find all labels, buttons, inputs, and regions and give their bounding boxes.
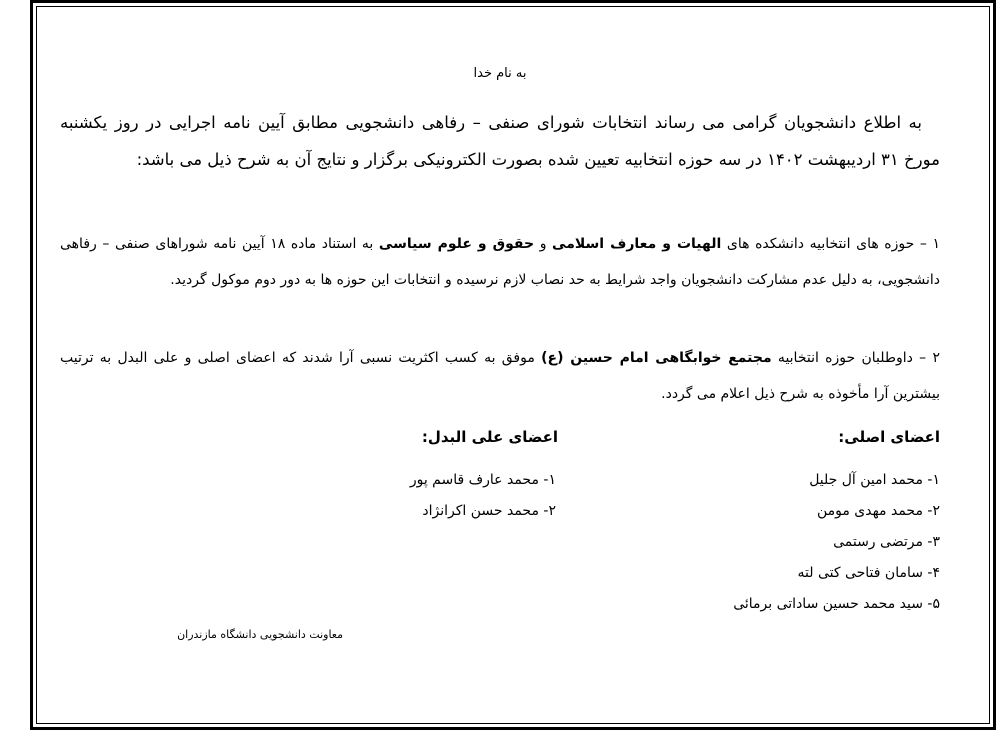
- main-member-4: ۴- سامان فتاحی کتی لته: [797, 565, 940, 581]
- alternate-member-2: ۲- محمد حسن اکرانژاد: [422, 503, 556, 519]
- bismillah-heading: به نام خدا: [473, 66, 527, 81]
- alternate-member-1: ۱- محمد عارف قاسم پور: [409, 472, 556, 488]
- item-2-suffix: موفق به کسب اکثریت نسبی آرا شدند که اعضای اصلی و علی البدل به ترتیب بیشترین آرا مأخوذه به شرح ذیل اعلام می گردد.: [60, 350, 940, 402]
- item-1-faculty-law: حقوق و علوم سیاسی: [378, 236, 535, 252]
- item-1-paragraph: [60, 226, 940, 298]
- item-2-paragraph: [60, 340, 940, 412]
- item-2-dormitory-name: مجتمع خوابگاهی امام حسین (ع): [541, 350, 772, 366]
- main-member-2: ۲- محمد مهدی مومن: [816, 503, 940, 519]
- main-members-heading: اعضای اصلی:: [838, 428, 940, 446]
- item-2-prefix: ۲ – داوطلبان حوزه انتخابیه: [771, 350, 940, 366]
- item-1-suffix: به استناد ماده ۱۸ آیین نامه شوراهای صنفی – رفاهی دانشجویی، به دلیل عدم مشارکت دانشجویان واجد شرایط به حد نصاب لازم نرسیده و انتخابات این حوزه ها به دور دوم موکول گردید.: [60, 236, 940, 288]
- alternate-members-heading: اعضای علی البدل:: [421, 428, 558, 446]
- item-1-prefix: ۱ – حوزه های انتخابیه دانشکده های: [721, 236, 940, 252]
- item-1-faculty-theology: الهیات و معارف اسلامی: [552, 236, 722, 252]
- signature-office: معاونت دانشجویی دانشگاه مازندران: [177, 628, 343, 641]
- main-member-1: ۱- محمد امین آل جلیل: [809, 472, 940, 488]
- main-member-3: ۳- مرتضی رستمی: [833, 534, 940, 550]
- item-1-connector: و: [534, 236, 553, 252]
- main-member-5: ۵- سید محمد حسین ساداتی برمائی: [733, 596, 940, 612]
- intro-paragraph: به اطلاع دانشجویان گرامی می رساند انتخابات شورای صنفی – رفاهی دانشجویی مطابق آیین نامه اجرایی در روز یکشنبه مورخ ۳۱ اردیبهشت ۱۴۰۲ در سه حوزه انتخابیه تعیین شده بصورت الکترونیکی برگزار و نتایج آن به شرح ذیل می باشد:: [60, 113, 940, 169]
